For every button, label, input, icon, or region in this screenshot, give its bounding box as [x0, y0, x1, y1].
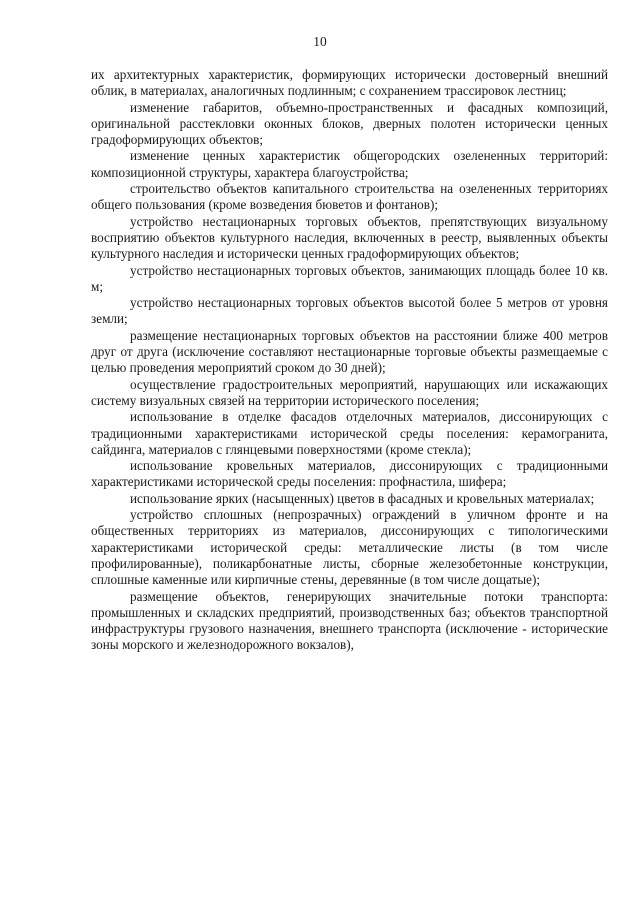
paragraph-2: изменение габаритов, объемно-пространственных и фасадных композиций, оригинальной расстекловки оконных блоков, дверных полотен исторически ценных градоформирующих объектов; [91, 99, 608, 148]
paragraph-3: изменение ценных характеристик общегородских озелененных территорий: композиционной структуры, характера благоустройства; [91, 148, 608, 180]
paragraph-13: устройство сплошных (непрозрачных) ограждений в уличном фронте и на общественных территориях из материалов, диссонирующих с типологическими характеристиками исторической среды: металлические листы (в том числе профилированные), поликарбонатные листы, сборные железобетонные конструкции, сплошные каменные или кирпичные стены, деревянные (в том числе дощатые); [91, 507, 608, 588]
paragraph-12: использование ярких (насыщенных) цветов в фасадных и кровельных материалах; [130, 490, 595, 506]
document-body [91, 67, 608, 654]
paragraph-1: их архитектурных характеристик, формирующих исторически достоверный внешний облик, в материалах, аналогичных подлинным; с сохранением трассировок лестниц; [91, 67, 608, 99]
page-number: 10 [313, 34, 327, 49]
paragraph-11: использование кровельных материалов, диссонирующих с традиционными характеристиками исторической среды поселения: профнастила, шифера; [91, 458, 608, 490]
paragraph-9: осуществление градостроительных мероприятий, нарушающих или искажающих систему визуальных связей на территории исторического поселения; [91, 376, 608, 408]
paragraph-5: устройство нестационарных торговых объектов, препятствующих визуальному восприятию объектов культурного наследия, включенных в реестр, выявленных объекты культурного наследия и исторически ценных градоформирующих объектов; [91, 213, 608, 262]
paragraph-10: использование в отделке фасадов отделочных материалов, диссонирующих с традиционными характеристиками исторической среды поселения: керамогранита, сайдинга, материалов с глянцевыми поверхностями (кроме стекла); [91, 409, 608, 457]
paragraph-6: устройство нестационарных торговых объектов, занимающих площадь более 10 кв. м; [91, 262, 608, 294]
paragraph-8: размещение нестационарных торговых объектов на расстоянии ближе 400 метров друг от друга (исключение составляют нестационарные торговые объекты размещаемые с целью проведения мероприятий сроком до 30 дней); [91, 327, 608, 376]
paragraph-4: строительство объектов капитального строительства на озелененных территориях общего пользования (кроме возведения бюветов и фонтанов); [91, 181, 608, 213]
paragraph-7: устройство нестационарных торговых объектов высотой более 5 метров от уровня земли; [91, 295, 608, 327]
paragraph-14: размещение объектов, генерирующих значительные потоки транспорта: промышленных и складских предприятий, производственных баз; объектов транспортной инфраструктуры грузового назначения, внешнего транспорта (исключение - исторические зоны морского и железнодорожного вокзалов), [91, 588, 608, 653]
